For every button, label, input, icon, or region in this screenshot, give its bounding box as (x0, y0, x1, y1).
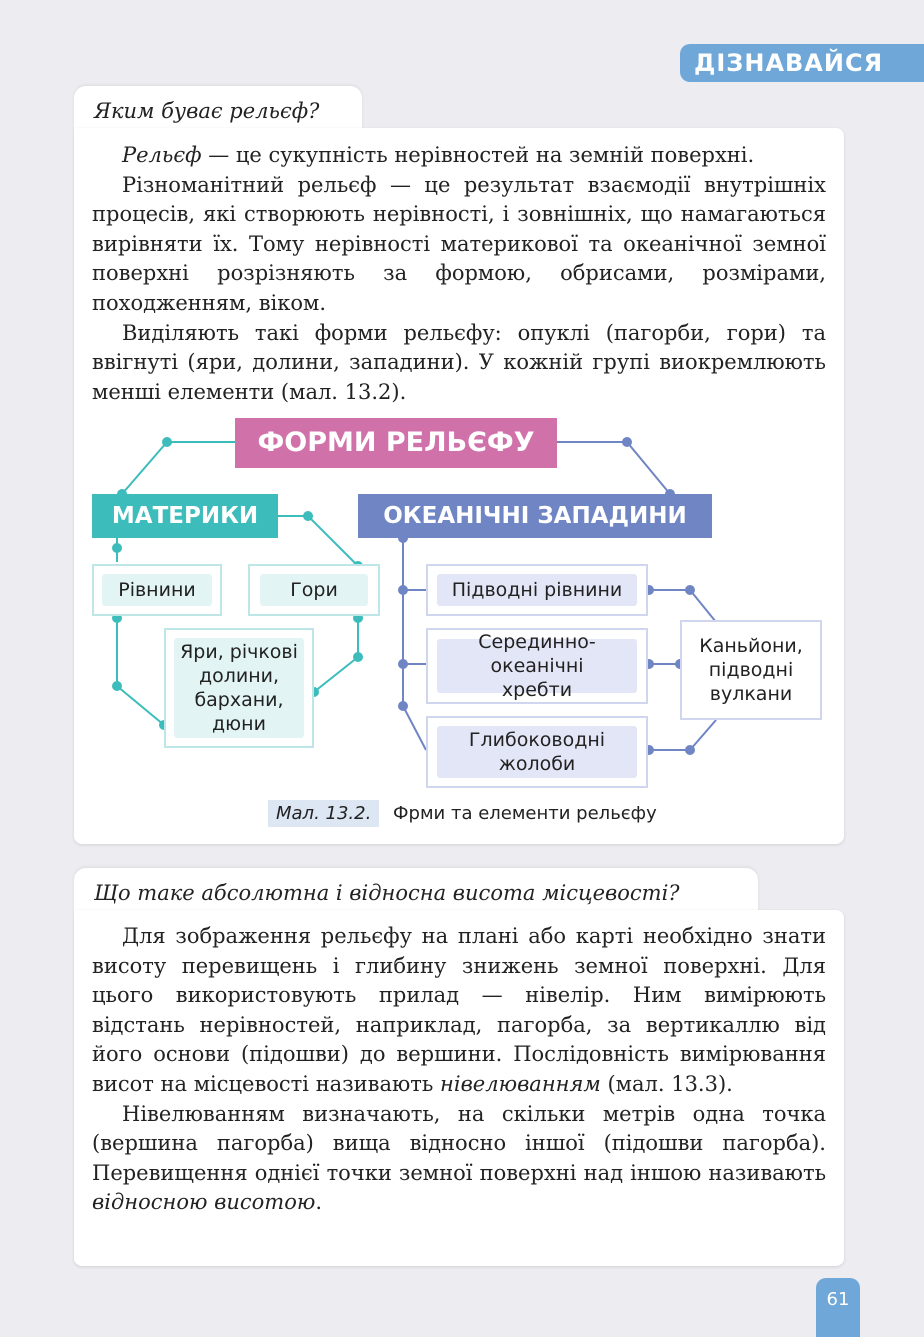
figure-label: Мал. 13.2. (268, 800, 379, 827)
term-levelling: нівелюванням (440, 1071, 601, 1096)
label-underwater-plains: Підводні рівнини (437, 574, 637, 606)
header-continents: МАТЕРИКИ (92, 494, 278, 538)
section-badge: ДІЗНАВАЙСЯ (680, 44, 924, 82)
figure-caption-text: Фрми та елементи рельєфу (393, 803, 657, 824)
question-1: Яким буває рельєф? (94, 99, 320, 123)
box-mountains (248, 564, 380, 616)
box-plains (92, 564, 222, 616)
box-underwater-plains (426, 564, 648, 616)
paragraph-3: Виділяють такі форми рельєфу: опуклі (пагорби, гори) та ввігнуті (яри, долини, западини). У кожній групі виокремлюють менші елементи (мал. 13.2). (92, 320, 826, 404)
page-number: 61 (816, 1278, 860, 1337)
term-relative-height: відносною висотою (92, 1190, 316, 1215)
label-trenches: Глибоководні жолоби (437, 726, 637, 778)
paragraph-2: Різноманітний рельєф — це результат взаємодії внутрішніх процесів, які створюють нерівності, і зовнішніх, що намагаються вирівняти їх. Тому нерівності материкової та океанічної земної поверхні розрізняють за формою, обрисами, розмірами, походженням, віком. (92, 172, 826, 315)
paragraph-1: Рельєф — це сукупність нерівностей на земній поверхні. (122, 143, 755, 167)
term-relief: Рельєф (122, 143, 202, 167)
box-mid-ocean-ridges (426, 628, 648, 704)
label-ravines: Яри, річкові долини, бархани, дюни (174, 638, 304, 738)
box-trenches (426, 716, 648, 788)
question-2: Що таке абсолютна і відносна висота місцевості? (94, 881, 680, 905)
label-mountains: Гори (260, 574, 368, 606)
paragraph-5: Нівелюванням визначають, на скільки метрів одна точка (вершина пагорба) вища відносно іншої (підошви пагорба). Перевищення однієї точки земної поверхні над іншою називають відносною висотою. (92, 1101, 826, 1215)
label-canyons: Каньйони, підводні вулкани (690, 630, 812, 710)
section2-text (92, 922, 826, 1218)
question-tab-2 (74, 868, 758, 912)
diagram-title: ФОРМИ РЕЛЬЄФУ (235, 418, 557, 468)
header-ocean-basins: ОКЕАНІЧНІ ЗАПАДИНИ (358, 494, 712, 538)
box-canyons (680, 620, 822, 720)
figure-caption (268, 803, 657, 824)
label-mid-ocean-ridges: Серединно-океанічні хребти (437, 639, 637, 693)
label-plains: Рівнини (102, 574, 212, 606)
box-ravines (164, 628, 314, 748)
paragraph-4: Для зображення рельєфу на плані або карті необхідно знати висоту перевищень і глибину знижень земної поверхні. Для цього використовують прилад — нівелір. Ним вимірюють відстань нерівностей, наприклад, пагорба, за вертикаллю від його основи (підошви) до вершини. Послідовність вимірювання висот на місцевості називають нівелюванням (мал. 13.3). (92, 924, 826, 1096)
